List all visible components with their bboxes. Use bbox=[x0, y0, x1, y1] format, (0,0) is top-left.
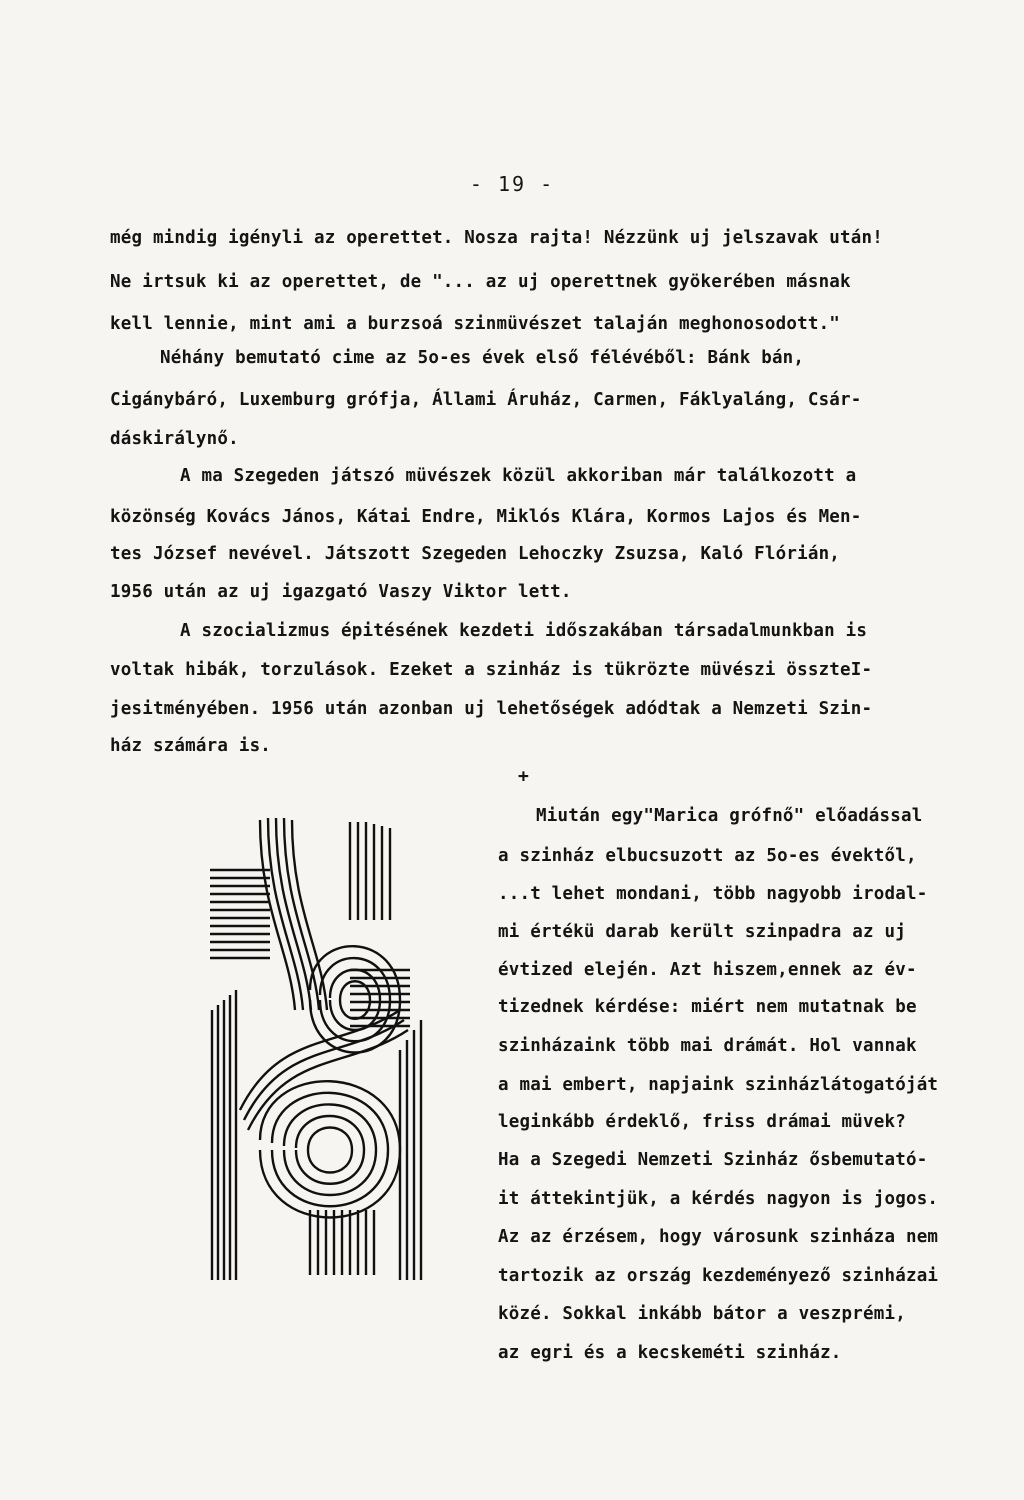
text-line: voltak hibák, torzulások. Ezeket a szinház is tükrözte müvészi összteI- bbox=[110, 660, 873, 680]
text-line: ...t lehet mondani, több nagyobb irodal- bbox=[498, 884, 928, 904]
text-line: A ma Szegeden játszó müvészek közül akkoriban már találkozott a bbox=[180, 466, 857, 486]
text-line: Ha a Szegedi Nemzeti Szinház ősbemutató- bbox=[498, 1150, 928, 1170]
text-line: tizednek kérdése: miért nem mutatnak be bbox=[498, 997, 917, 1017]
text-line: évtized elején. Azt hiszem,ennek az év- bbox=[498, 960, 917, 980]
text-line: jesitményében. 1956 után azonban uj lehetőségek adódtak a Nemzeti Szin- bbox=[110, 699, 873, 719]
text-line: még mindig igényli az operettet. Nosza rajta! Nézzünk uj jelszavak után! bbox=[110, 228, 883, 248]
text-line: a szinház elbucsuzott az 5o-es évektől, bbox=[498, 846, 917, 866]
text-line: Az az érzésem, hogy városunk szinháza nem bbox=[498, 1227, 939, 1247]
text-line: Ne irtsuk ki az operettet, de "... az uj operettnek gyökerében másnak bbox=[110, 272, 851, 292]
text-line: tes József nevével. Játszott Szegeden Lehoczky Zsuzsa, Kaló Flórián, bbox=[110, 544, 841, 564]
text-line: Cigánybáró, Luxemburg grófja, Állami Áruház, Carmen, Fáklyaláng, Csár- bbox=[110, 390, 862, 410]
woodcut-illustration bbox=[200, 810, 440, 1280]
text-line: szinházaink több mai drámát. Hol vannak bbox=[498, 1036, 917, 1056]
text-line: közönség Kovács János, Kátai Endre, Miklós Klára, Kormos Lajos és Men- bbox=[110, 507, 862, 527]
text-line: mi értékü darab került szinpadra az uj bbox=[498, 922, 906, 942]
text-line: közé. Sokkal inkább bátor a veszprémi, bbox=[498, 1304, 906, 1324]
text-line: it áttekintjük, a kérdés nagyon is jogos. bbox=[498, 1189, 939, 1209]
text-line: Miután egy"Marica grófnő" előadással bbox=[536, 806, 923, 826]
page-number: - 19 - bbox=[469, 172, 555, 196]
section-separator: + bbox=[518, 766, 529, 787]
text-line: 1956 után az uj igazgató Vaszy Viktor lett. bbox=[110, 582, 572, 602]
text-line: kell lennie, mint ami a burzsoá szinmüvészet talaján meghonosodott." bbox=[110, 314, 841, 334]
text-line: leginkább érdeklő, friss drámai müvek? bbox=[498, 1112, 906, 1132]
text-line: a mai embert, napjaink szinházlátogatóját bbox=[498, 1075, 939, 1095]
text-line: dáskirálynő. bbox=[110, 429, 239, 449]
text-line: tartozik az ország kezdeményező szinházai bbox=[498, 1266, 939, 1286]
text-line: ház számára is. bbox=[110, 736, 272, 756]
text-line: Néhány bemutató cime az 5o-es évek első félévéből: Bánk bán, bbox=[160, 348, 805, 368]
text-line: az egri és a kecskeméti szinház. bbox=[498, 1343, 842, 1363]
text-line: A szocializmus épitésének kezdeti időszakában társadalmunkban is bbox=[180, 621, 868, 641]
